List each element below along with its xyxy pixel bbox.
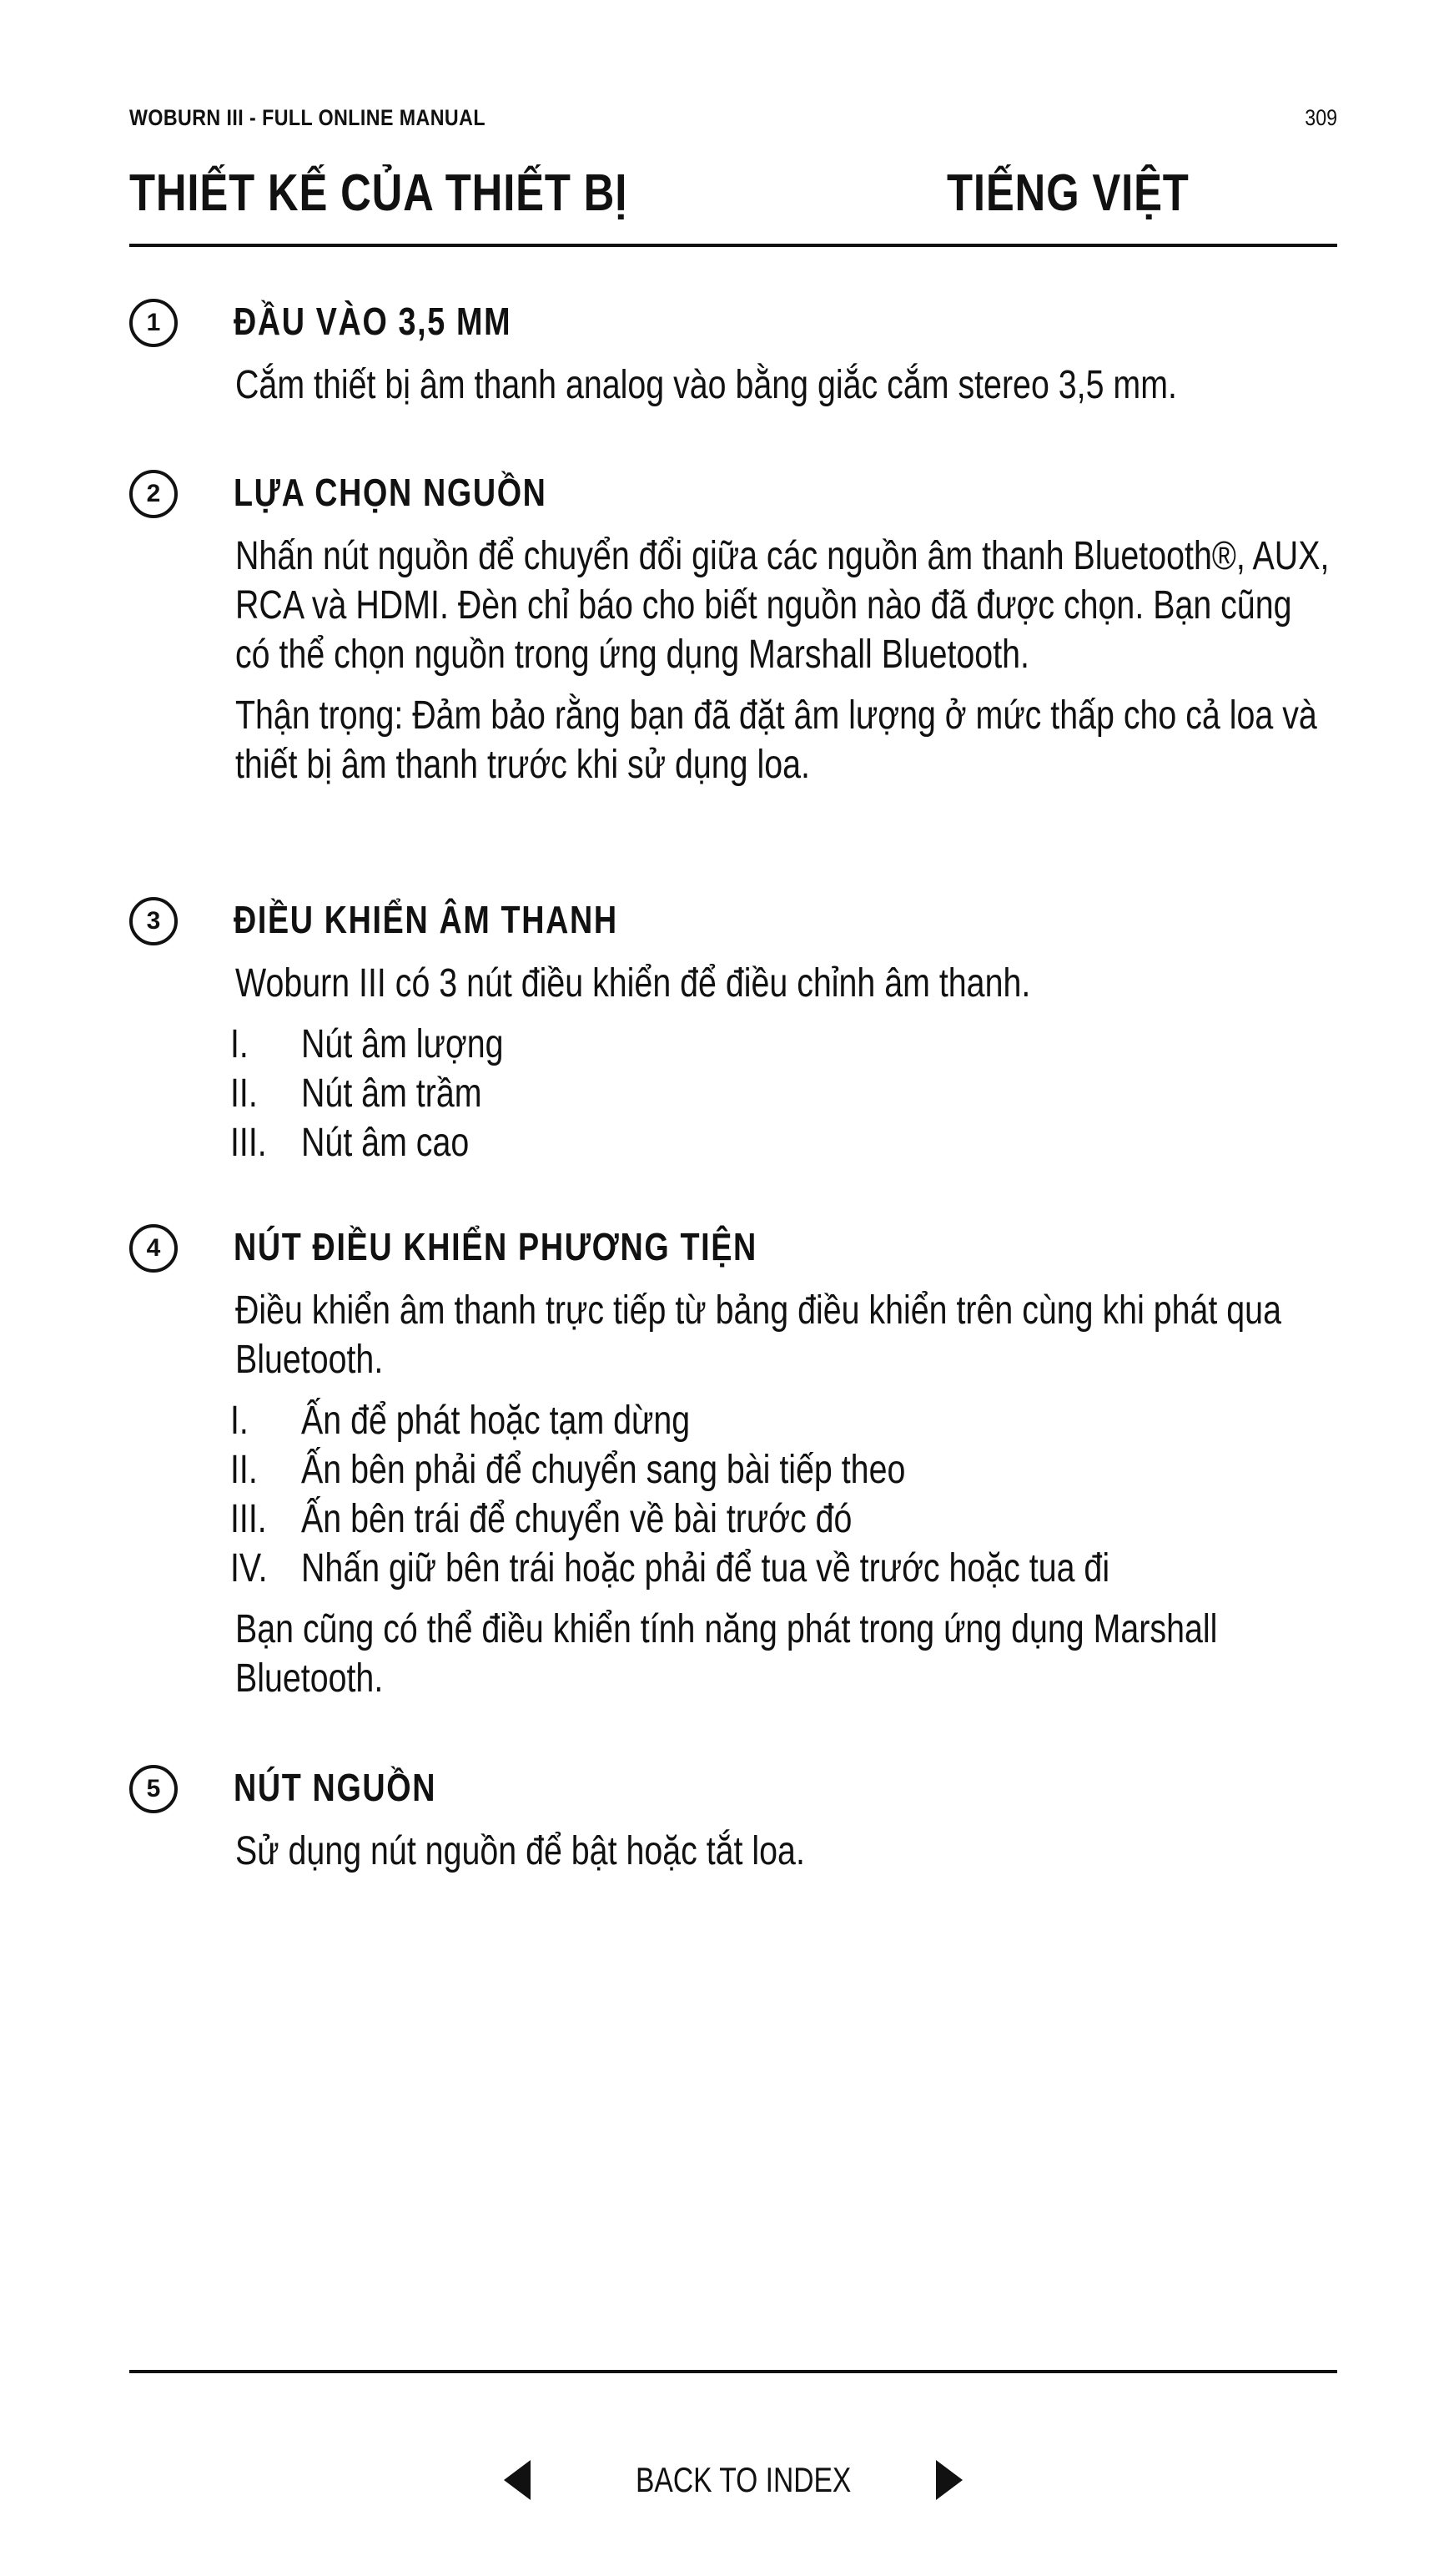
item-number-badge: 1 bbox=[129, 299, 178, 347]
list-item-text: Nút âm cao bbox=[301, 1121, 470, 1165]
item-paragraph-caution: Thận trọng: Đảm bảo rằng bạn đã đặt âm lượng ở mức thấp cho cả loa và thiết bị âm thanh trước khi sử dụng loa. bbox=[235, 693, 1317, 787]
manual-title: WOBURN III - FULL ONLINE MANUAL bbox=[129, 105, 486, 130]
item-list bbox=[230, 1396, 1445, 1593]
list-item bbox=[230, 1445, 1445, 1495]
page-number: 309 bbox=[1305, 105, 1337, 130]
item-body bbox=[235, 532, 1445, 801]
item-body bbox=[235, 360, 1445, 421]
item-body bbox=[235, 1827, 1445, 1888]
list-item-number: III. bbox=[230, 1497, 267, 1541]
back-to-index-link[interactable]: BACK TO INDEX bbox=[636, 2460, 852, 2499]
list-item-number: I. bbox=[230, 1399, 249, 1443]
item-number-badge: 5 bbox=[129, 1765, 178, 1813]
item-paragraph: Sử dụng nút nguồn để bật hoặc tắt loa. bbox=[235, 1829, 805, 1873]
page-header bbox=[129, 105, 1337, 139]
language-title: TIẾNG VIỆT bbox=[947, 164, 1190, 222]
list-item-number: I. bbox=[230, 1022, 249, 1066]
list-item bbox=[230, 1544, 1445, 1593]
list-item bbox=[230, 1069, 1445, 1118]
list-item bbox=[230, 1495, 1445, 1544]
list-item-number: II. bbox=[230, 1448, 258, 1492]
item-number-badge: 4 bbox=[129, 1224, 178, 1273]
list-item bbox=[230, 1396, 1445, 1445]
item-list bbox=[230, 1020, 1445, 1167]
item-number-badge: 3 bbox=[129, 897, 178, 945]
item-body bbox=[230, 1286, 1445, 1715]
list-item-text: Ấn để phát hoặc tạm dừng bbox=[301, 1399, 691, 1443]
item-title: LỰA CHỌN NGUỒN bbox=[234, 471, 547, 514]
item-title: ĐIỀU KHIỂN ÂM THANH bbox=[234, 898, 618, 941]
triangle-right-icon[interactable] bbox=[936, 2460, 963, 2500]
item-paragraph: Woburn III có 3 nút điều khiển để điều chỉnh âm thanh. bbox=[235, 961, 1031, 1006]
item-title: ĐẦU VÀO 3,5 MM bbox=[234, 300, 512, 343]
item-title: NÚT NGUỒN bbox=[234, 1766, 437, 1809]
list-item-text: Nút âm lượng bbox=[301, 1022, 504, 1066]
item-paragraph-app: Bạn cũng có thể điều khiển tính năng phát trong ứng dụng Marshall Bluetooth. bbox=[235, 1607, 1218, 1701]
item-paragraph: Điều khiển âm thanh trực tiếp từ bảng điều khiển trên cùng khi phát qua Bluetooth. bbox=[235, 1288, 1281, 1382]
list-item-text: Ấn bên trái để chuyển về bài trước đó bbox=[301, 1497, 853, 1541]
item-title: NÚT ĐIỀU KHIỂN PHƯƠNG TIỆN bbox=[234, 1225, 757, 1268]
list-item bbox=[230, 1020, 1445, 1069]
section-heading bbox=[129, 164, 1337, 247]
triangle-left-icon[interactable] bbox=[504, 2460, 531, 2500]
list-item-text: Nút âm trầm bbox=[301, 1071, 482, 1116]
section-title: THIẾT KẾ CỦA THIẾT BỊ bbox=[129, 164, 628, 222]
item-body bbox=[230, 959, 1445, 1179]
list-item-number: III. bbox=[230, 1121, 267, 1165]
list-item-text: Ấn bên phải để chuyển sang bài tiếp theo bbox=[301, 1448, 906, 1492]
footer-navigation bbox=[0, 2453, 1449, 2503]
list-item-number: II. bbox=[230, 1071, 258, 1116]
item-paragraph: Cắm thiết bị âm thanh analog vào bằng giắc cắm stereo 3,5 mm. bbox=[235, 363, 1177, 407]
list-item-text: Nhấn giữ bên trái hoặc phải để tua về trước hoặc tua đi bbox=[301, 1546, 1110, 1590]
list-item bbox=[230, 1118, 1445, 1167]
item-paragraph: Nhấn nút nguồn để chuyển đổi giữa các nguồn âm thanh Bluetooth®, AUX, RCA và HDMI. Đèn chỉ báo cho biết nguồn nào đã được chọn. Bạn cũng có thể chọn nguồn trong ứng dụng Marshall Bluetooth. bbox=[235, 534, 1330, 677]
list-item-number: IV. bbox=[230, 1546, 268, 1590]
item-number-badge: 2 bbox=[129, 470, 178, 518]
footer-divider bbox=[129, 2370, 1337, 2373]
